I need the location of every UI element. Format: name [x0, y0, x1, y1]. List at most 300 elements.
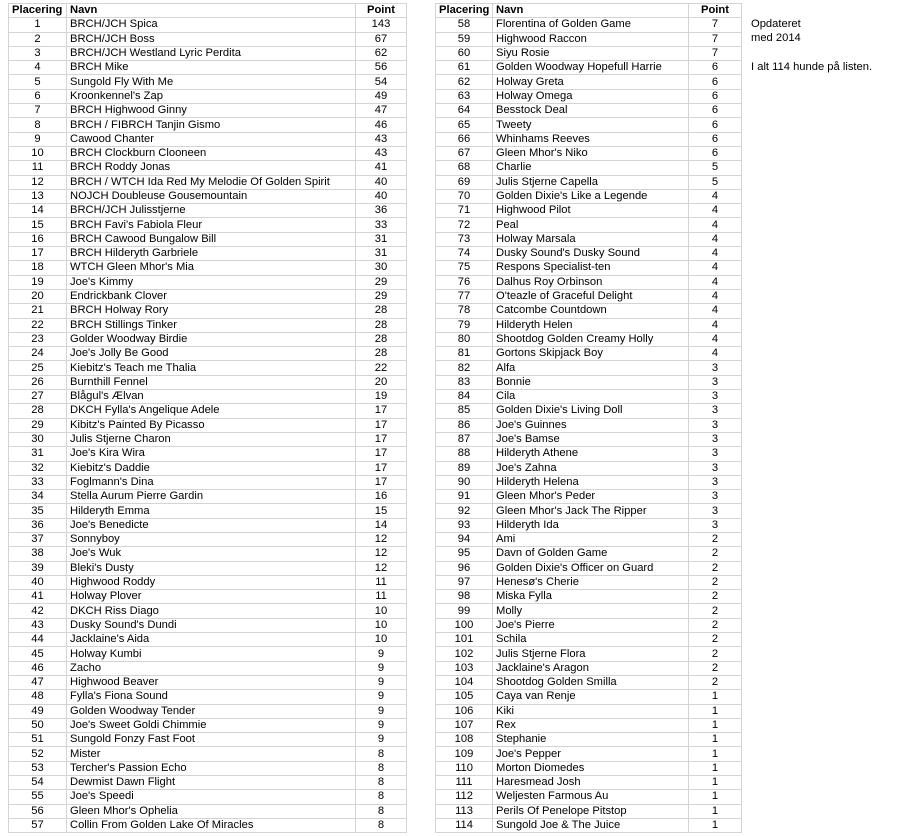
rank-cell: 43: [9, 618, 67, 632]
dog-name-cell: Haresmead Josh: [493, 776, 689, 790]
table-row: [9, 347, 407, 361]
dog-name-cell: Joe's Pierre: [493, 618, 689, 632]
rank-cell: 111: [436, 776, 493, 790]
rank-cell: 105: [436, 690, 493, 704]
table-row: [9, 818, 407, 832]
points-cell: 22: [356, 361, 407, 375]
header-placering: Placering: [9, 4, 67, 18]
dog-name-cell: Whinhams Reeves: [493, 132, 689, 146]
points-cell: 1: [689, 718, 742, 732]
points-cell: 3: [689, 375, 742, 389]
points-cell: 40: [356, 175, 407, 189]
rank-cell: 47: [9, 675, 67, 689]
table-row: [436, 547, 742, 561]
table-row: [9, 633, 407, 647]
points-cell: 143: [356, 18, 407, 32]
points-cell: 14: [356, 518, 407, 532]
rank-cell: 99: [436, 604, 493, 618]
points-cell: 9: [356, 690, 407, 704]
table-row: [436, 132, 742, 146]
table-row: [9, 432, 407, 446]
dog-name-cell: Shootdog Golden Smilla: [493, 675, 689, 689]
rank-cell: 25: [9, 361, 67, 375]
table-row: [9, 361, 407, 375]
dog-name-cell: Henesø's Cherie: [493, 575, 689, 589]
table-row: [436, 218, 742, 232]
points-cell: 28: [356, 332, 407, 346]
table-row: [9, 247, 407, 261]
rank-cell: 13: [9, 189, 67, 203]
rank-cell: 27: [9, 390, 67, 404]
points-cell: 12: [356, 561, 407, 575]
dog-name-cell: Golden Dixie's Like a Legende: [493, 189, 689, 203]
table-row: [436, 747, 742, 761]
table-row: [9, 518, 407, 532]
points-cell: 43: [356, 146, 407, 160]
table-row: [436, 146, 742, 160]
table-row: [436, 375, 742, 389]
rank-cell: 11: [9, 161, 67, 175]
rank-cell: 72: [436, 218, 493, 232]
points-cell: 7: [689, 18, 742, 32]
dog-name-cell: BRCH / FIBRCH Tanjin Gismo: [67, 118, 356, 132]
dog-name-cell: Dusky Sound's Dusky Sound: [493, 247, 689, 261]
table-row: [436, 161, 742, 175]
dog-name-cell: Jacklaine's Aida: [67, 633, 356, 647]
rank-cell: 34: [9, 490, 67, 504]
table-row: [436, 46, 742, 60]
rank-cell: 62: [436, 75, 493, 89]
table-row: [436, 61, 742, 75]
rank-cell: 45: [9, 647, 67, 661]
rank-cell: 107: [436, 718, 493, 732]
table-row: [9, 18, 407, 32]
dog-name-cell: Hilderyth Emma: [67, 504, 356, 518]
rank-cell: 95: [436, 547, 493, 561]
rank-cell: 12: [9, 175, 67, 189]
rank-cell: 44: [9, 633, 67, 647]
points-cell: 2: [689, 618, 742, 632]
rank-cell: 112: [436, 790, 493, 804]
dog-name-cell: Hilderyth Helen: [493, 318, 689, 332]
table-row: [9, 332, 407, 346]
table-row: [9, 204, 407, 218]
rank-cell: 109: [436, 747, 493, 761]
points-cell: 33: [356, 218, 407, 232]
dog-name-cell: Bleki's Dusty: [67, 561, 356, 575]
rank-cell: 20: [9, 289, 67, 303]
table-row: [9, 504, 407, 518]
table-row: [436, 432, 742, 446]
table-row: [9, 547, 407, 561]
points-cell: 2: [689, 575, 742, 589]
points-cell: 40: [356, 189, 407, 203]
points-cell: 17: [356, 461, 407, 475]
points-cell: 31: [356, 247, 407, 261]
points-cell: 15: [356, 504, 407, 518]
rank-cell: 96: [436, 561, 493, 575]
dog-name-cell: BRCH Favi's Fabiola Fleur: [67, 218, 356, 232]
total-count-note: I alt 114 hunde på listen.: [751, 60, 873, 73]
points-cell: 2: [689, 561, 742, 575]
dog-name-cell: Stella Aurum Pierre Gardin: [67, 490, 356, 504]
points-cell: 4: [689, 261, 742, 275]
header-row: [9, 4, 407, 18]
notes: [751, 17, 872, 74]
ranking-table-left: [8, 3, 407, 833]
header-navn: Navn: [493, 4, 689, 18]
table-row: [9, 89, 407, 103]
table-row: [9, 232, 407, 246]
table-row: [9, 289, 407, 303]
table-row: [9, 390, 407, 404]
table-row: [436, 104, 742, 118]
dog-name-cell: Gleen Mhor's Niko: [493, 146, 689, 160]
points-cell: 3: [689, 461, 742, 475]
table-row: [436, 247, 742, 261]
dog-name-cell: Blågul's Ælvan: [67, 390, 356, 404]
rank-cell: 108: [436, 733, 493, 747]
points-cell: 43: [356, 132, 407, 146]
dog-name-cell: Golder Woodway Birdie: [67, 332, 356, 346]
table-row: [436, 461, 742, 475]
rank-cell: 63: [436, 89, 493, 103]
points-cell: 28: [356, 318, 407, 332]
table-row: [9, 575, 407, 589]
table-row: [436, 575, 742, 589]
dog-name-cell: Gleen Mhor's Peder: [493, 490, 689, 504]
rank-cell: 68: [436, 161, 493, 175]
dog-name-cell: BRCH Holway Rory: [67, 304, 356, 318]
rank-cell: 49: [9, 704, 67, 718]
points-cell: 10: [356, 633, 407, 647]
table-row: [9, 590, 407, 604]
points-cell: 29: [356, 275, 407, 289]
header-navn: Navn: [67, 4, 356, 18]
points-cell: 9: [356, 733, 407, 747]
points-cell: 3: [689, 404, 742, 418]
dog-name-cell: BRCH Hilderyth Garbriele: [67, 247, 356, 261]
dog-name-cell: Dalhus Roy Orbinson: [493, 275, 689, 289]
table-row: [436, 418, 742, 432]
points-cell: 8: [356, 761, 407, 775]
rank-cell: 76: [436, 275, 493, 289]
table-row: [436, 618, 742, 632]
header-point: Point: [689, 4, 742, 18]
points-cell: 7: [689, 46, 742, 60]
dog-name-cell: Dusky Sound's Dundi: [67, 618, 356, 632]
dog-name-cell: Highwood Raccon: [493, 32, 689, 46]
points-cell: 47: [356, 104, 407, 118]
dog-name-cell: Holway Greta: [493, 75, 689, 89]
dog-name-cell: Joe's Zahna: [493, 461, 689, 475]
rank-cell: 82: [436, 361, 493, 375]
dog-name-cell: Peal: [493, 218, 689, 232]
dog-name-cell: Joe's Benedicte: [67, 518, 356, 532]
dog-name-cell: Dewmist Dawn Flight: [67, 776, 356, 790]
rank-cell: 30: [9, 432, 67, 446]
rank-cell: 58: [436, 18, 493, 32]
points-cell: 6: [689, 104, 742, 118]
points-cell: 4: [689, 204, 742, 218]
dog-name-cell: Endrickbank Clover: [67, 289, 356, 303]
rank-cell: 100: [436, 618, 493, 632]
points-cell: 9: [356, 704, 407, 718]
rank-cell: 106: [436, 704, 493, 718]
dog-name-cell: Cawood Chanter: [67, 132, 356, 146]
rank-cell: 17: [9, 247, 67, 261]
rank-cell: 9: [9, 132, 67, 146]
dog-name-cell: Sungold Joe & The Juice: [493, 818, 689, 832]
points-cell: 4: [689, 332, 742, 346]
rank-cell: 74: [436, 247, 493, 261]
table-row: [9, 318, 407, 332]
rank-cell: 73: [436, 232, 493, 246]
table-row: [436, 18, 742, 32]
points-cell: 6: [689, 89, 742, 103]
table-row: [9, 561, 407, 575]
dog-name-cell: Kiki: [493, 704, 689, 718]
table-row: [9, 790, 407, 804]
dog-name-cell: Holway Kumbi: [67, 647, 356, 661]
points-cell: 29: [356, 289, 407, 303]
points-cell: 1: [689, 761, 742, 775]
rank-cell: 85: [436, 404, 493, 418]
points-cell: 3: [689, 447, 742, 461]
rank-cell: 57: [9, 818, 67, 832]
points-cell: 2: [689, 647, 742, 661]
table-row: [436, 332, 742, 346]
points-cell: 5: [689, 175, 742, 189]
dog-name-cell: Hilderyth Helena: [493, 475, 689, 489]
dog-name-cell: Golden Dixie's Living Doll: [493, 404, 689, 418]
table-row: [9, 404, 407, 418]
dog-name-cell: Joe's Wuk: [67, 547, 356, 561]
table-row: [436, 475, 742, 489]
rank-cell: 16: [9, 232, 67, 246]
table-row: [9, 32, 407, 46]
points-cell: 9: [356, 647, 407, 661]
rank-cell: 75: [436, 261, 493, 275]
dog-name-cell: DKCH Riss Diago: [67, 604, 356, 618]
table-row: [436, 804, 742, 818]
table-row: [9, 675, 407, 689]
points-cell: 2: [689, 590, 742, 604]
rank-cell: 29: [9, 418, 67, 432]
table-row: [9, 475, 407, 489]
table-row: [9, 747, 407, 761]
dog-name-cell: Joe's Kimmy: [67, 275, 356, 289]
rank-cell: 36: [9, 518, 67, 532]
dog-name-cell: Gortons Skipjack Boy: [493, 347, 689, 361]
rank-cell: 37: [9, 532, 67, 546]
points-cell: 3: [689, 490, 742, 504]
rank-cell: 55: [9, 790, 67, 804]
points-cell: 1: [689, 690, 742, 704]
dog-name-cell: Charlie: [493, 161, 689, 175]
table-row: [436, 661, 742, 675]
points-cell: 54: [356, 75, 407, 89]
dog-name-cell: Kiebitz's Daddie: [67, 461, 356, 475]
points-cell: 1: [689, 818, 742, 832]
table-row: [436, 718, 742, 732]
points-cell: 3: [689, 418, 742, 432]
dog-name-cell: Golden Dixie's Officer on Guard: [493, 561, 689, 575]
table-row: [436, 447, 742, 461]
rank-cell: 78: [436, 304, 493, 318]
rank-cell: 59: [436, 32, 493, 46]
points-cell: 11: [356, 590, 407, 604]
rank-cell: 93: [436, 518, 493, 532]
header-placering: Placering: [436, 4, 493, 18]
rank-cell: 40: [9, 575, 67, 589]
dog-name-cell: BRCH Roddy Jonas: [67, 161, 356, 175]
table-row: [436, 690, 742, 704]
table-row: [9, 61, 407, 75]
points-cell: 1: [689, 790, 742, 804]
dog-name-cell: Schila: [493, 633, 689, 647]
dog-name-cell: NOJCH Doubleuse Gousemountain: [67, 189, 356, 203]
points-cell: 28: [356, 347, 407, 361]
updated-year: med 2014: [751, 32, 801, 45]
rank-cell: 94: [436, 532, 493, 546]
points-cell: 49: [356, 89, 407, 103]
table-row: [9, 304, 407, 318]
rank-cell: 8: [9, 118, 67, 132]
rank-cell: 60: [436, 46, 493, 60]
rank-cell: 14: [9, 204, 67, 218]
table-row: [436, 532, 742, 546]
rank-cell: 80: [436, 332, 493, 346]
table-row: [436, 561, 742, 575]
dog-name-cell: BRCH Clockburn Clooneen: [67, 146, 356, 160]
dog-name-cell: Zacho: [67, 661, 356, 675]
table-row: [9, 418, 407, 432]
rank-cell: 22: [9, 318, 67, 332]
dog-name-cell: BRCH/JCH Westland Lyric Perdita: [67, 46, 356, 60]
dog-name-cell: Collin From Golden Lake Of Miracles: [67, 818, 356, 832]
rank-cell: 92: [436, 504, 493, 518]
rank-cell: 79: [436, 318, 493, 332]
table-row: [9, 132, 407, 146]
table-row: [436, 118, 742, 132]
rank-cell: 33: [9, 475, 67, 489]
points-cell: 12: [356, 547, 407, 561]
rank-cell: 98: [436, 590, 493, 604]
points-cell: 2: [689, 604, 742, 618]
rank-cell: 61: [436, 61, 493, 75]
table-row: [436, 89, 742, 103]
table-row: [9, 490, 407, 504]
points-cell: 28: [356, 304, 407, 318]
rank-cell: 24: [9, 347, 67, 361]
points-cell: 6: [689, 75, 742, 89]
points-cell: 3: [689, 361, 742, 375]
rank-cell: 42: [9, 604, 67, 618]
table-row: [9, 718, 407, 732]
points-cell: 10: [356, 618, 407, 632]
points-cell: 7: [689, 32, 742, 46]
dog-name-cell: Rex: [493, 718, 689, 732]
rank-cell: 86: [436, 418, 493, 432]
table-row: [9, 690, 407, 704]
table-row: [9, 375, 407, 389]
rank-cell: 71: [436, 204, 493, 218]
table-row: [9, 175, 407, 189]
points-cell: 1: [689, 704, 742, 718]
dog-name-cell: Julis Stjerne Flora: [493, 647, 689, 661]
points-cell: 3: [689, 432, 742, 446]
rank-cell: 15: [9, 218, 67, 232]
dog-name-cell: Hilderyth Ida: [493, 518, 689, 532]
rank-cell: 18: [9, 261, 67, 275]
table-row: [9, 461, 407, 475]
dog-name-cell: Besstock Deal: [493, 104, 689, 118]
table-row: [9, 704, 407, 718]
points-cell: 20: [356, 375, 407, 389]
rank-cell: 65: [436, 118, 493, 132]
points-cell: 56: [356, 61, 407, 75]
dog-name-cell: BRCH/JCH Julisstjerne: [67, 204, 356, 218]
rank-cell: 52: [9, 747, 67, 761]
points-cell: 9: [356, 718, 407, 732]
dog-name-cell: Perils Of Penelope Pitstop: [493, 804, 689, 818]
points-cell: 2: [689, 547, 742, 561]
dog-name-cell: Cila: [493, 390, 689, 404]
rank-cell: 87: [436, 432, 493, 446]
table-row: [9, 447, 407, 461]
dog-name-cell: Burnthill Fennel: [67, 375, 356, 389]
dog-name-cell: Caya van Renje: [493, 690, 689, 704]
table-row: [436, 204, 742, 218]
dog-name-cell: Julis Stjerne Capella: [493, 175, 689, 189]
rank-cell: 41: [9, 590, 67, 604]
dog-name-cell: Highwood Beaver: [67, 675, 356, 689]
points-cell: 6: [689, 61, 742, 75]
dog-name-cell: Golden Woodway Hopefull Harrie: [493, 61, 689, 75]
points-cell: 1: [689, 776, 742, 790]
dog-name-cell: Foglmann's Dina: [67, 475, 356, 489]
table-row: [9, 761, 407, 775]
rank-cell: 32: [9, 461, 67, 475]
ranking-table-right: [435, 3, 742, 833]
rank-cell: 26: [9, 375, 67, 389]
rank-cell: 19: [9, 275, 67, 289]
points-cell: 3: [689, 504, 742, 518]
rank-cell: 91: [436, 490, 493, 504]
table-row: [436, 647, 742, 661]
table-row: [436, 604, 742, 618]
table-row: [9, 146, 407, 160]
points-cell: 31: [356, 232, 407, 246]
dog-name-cell: Tercher's Passion Echo: [67, 761, 356, 775]
dog-name-cell: Gleen Mhor's Jack The Ripper: [493, 504, 689, 518]
dog-name-cell: BRCH Highwood Ginny: [67, 104, 356, 118]
dog-name-cell: Joe's Sweet Goldi Chimmie: [67, 718, 356, 732]
dog-name-cell: Holway Plover: [67, 590, 356, 604]
rank-cell: 48: [9, 690, 67, 704]
points-cell: 17: [356, 475, 407, 489]
points-cell: 4: [689, 304, 742, 318]
table-row: [436, 633, 742, 647]
points-cell: 17: [356, 404, 407, 418]
points-cell: 41: [356, 161, 407, 175]
dog-name-cell: Molly: [493, 604, 689, 618]
dog-name-cell: Florentina of Golden Game: [493, 18, 689, 32]
ranking-table-left-body: [9, 18, 407, 833]
points-cell: 4: [689, 275, 742, 289]
dog-name-cell: Miska Fylla: [493, 590, 689, 604]
